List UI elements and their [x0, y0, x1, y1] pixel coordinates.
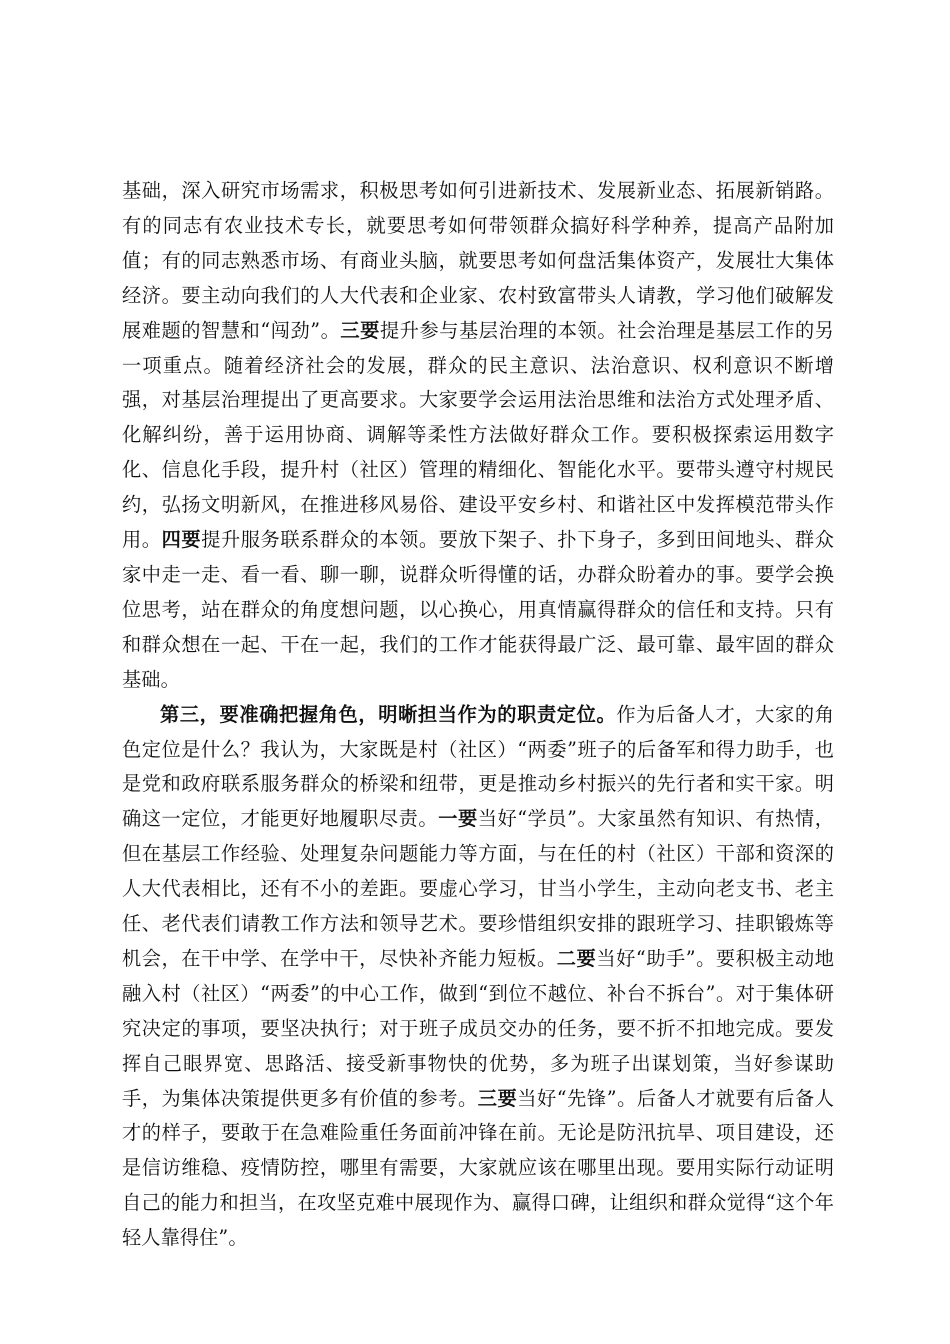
text-run: 当好“助手”。要积极主动地融入村（社区）“两委”的中心工作，做到“到位不越位、补台不拆台”。对于集体研究决定的事项，要坚决执行；对于班子成员交办的任务，要不折不扣地完成。要发挥自己眼界宽、思路活、接受新事物快的优势，多为班子出谋划策，当好参谋助手，为集体决策提供更多有价值的参考。	[122, 946, 834, 1110]
text-run: 当好“先锋”。后备人才就要有后备人才的样子，要敢于在急难险重任务面前冲锋在前。无论是防汛抗旱、项目建设，还是信访维稳、疫情防控，哪里有需要，大家就应该在哪里出现。要用实际行动证明自己的能力和担当，在攻坚克难中展现作为、赢得口碑，让组织和群众觉得“这个年轻人靠得住”。	[122, 1086, 834, 1250]
text-run: 提升参与基层治理的本领。社会治理是基层工作的另一项重点。随着经济社会的发展，群众的民主意识、法治意识、权利意识不断增强，对基层治理提出了更高要求。大家要学会运用法治思维和法治方式处理矛盾、化解纠纷，善于运用协商、调解等柔性方法做好群众工作。要积极探索运用数字化、信息化手段，提升村（社区）管理的精细化、智能化水平。要带头遵守村规民约，弘扬文明新风，在推进移风易俗、建设平安乡村、和谐社区中发挥模范带头作用。	[122, 318, 834, 552]
text-run: 提升服务联系群众的本领。要放下架子、扑下身子，多到田间地头、群众家中走一走、看一看、聊一聊，说群众听得懂的话，办群众盼着办的事。要学会换位思考，站在群众的角度想问题，以心换心，用真情赢得群众的信任和支持。只有和群众想在一起、干在一起，我们的工作才能获得最广泛、最可靠、最牢固的群众基础。	[122, 528, 835, 691]
bold-run: 一要	[438, 807, 478, 831]
bold-run: 三要	[477, 1086, 518, 1110]
text-run: 当好“学员”。大家虽然有知识、有热情，但在基层工作经验、处理复杂问题能力等方面，与在任的村（社区）干部和资深的人大代表相比，还有不小的差距。要虚心学习，甘当小学生，主动向老支书、老主任、老代表们请教工作方法和领导艺术。要珍惜组织安排的跟班学习、挂职锻炼等机会，在干中学、在学中干，尽快补齐能力短板。	[122, 807, 834, 970]
text-run: 作为后备人才，大家的角色定位是什么？我认为，大家既是村（社区）“两委”班子的后备军和得力助手，也是党和政府联系服务群众的桥梁和纽带，更是推动乡村振兴的先行者和实干家。明确这一定位，才能更好地履职尽责。	[122, 702, 834, 831]
paragraph-section-three	[122, 698, 834, 1257]
document-body	[122, 174, 834, 1256]
bold-run: 二要	[556, 946, 597, 970]
section-heading-run: 第三，要准确把握角色，明晰担当作为的职责定位。	[160, 702, 617, 726]
bold-run: 三要	[340, 318, 380, 342]
text-run: 基础，深入研究市场需求，积极思考如何引进新技术、发展新业态、拓展新销路。有的同志有农业技术专长，就要思考如何带领群众搞好科学种养，提高产品附加值；有的同志熟悉市场、有商业头脑，就要思考如何盘活集体资产，发展壮大集体经济。要主动向我们的人大代表和企业家、农村致富带头人请教，学习他们破解发展难题的智慧和“闯劲”。	[122, 179, 834, 342]
bold-run: 四要	[161, 528, 202, 552]
paragraph-continuation	[122, 174, 834, 698]
